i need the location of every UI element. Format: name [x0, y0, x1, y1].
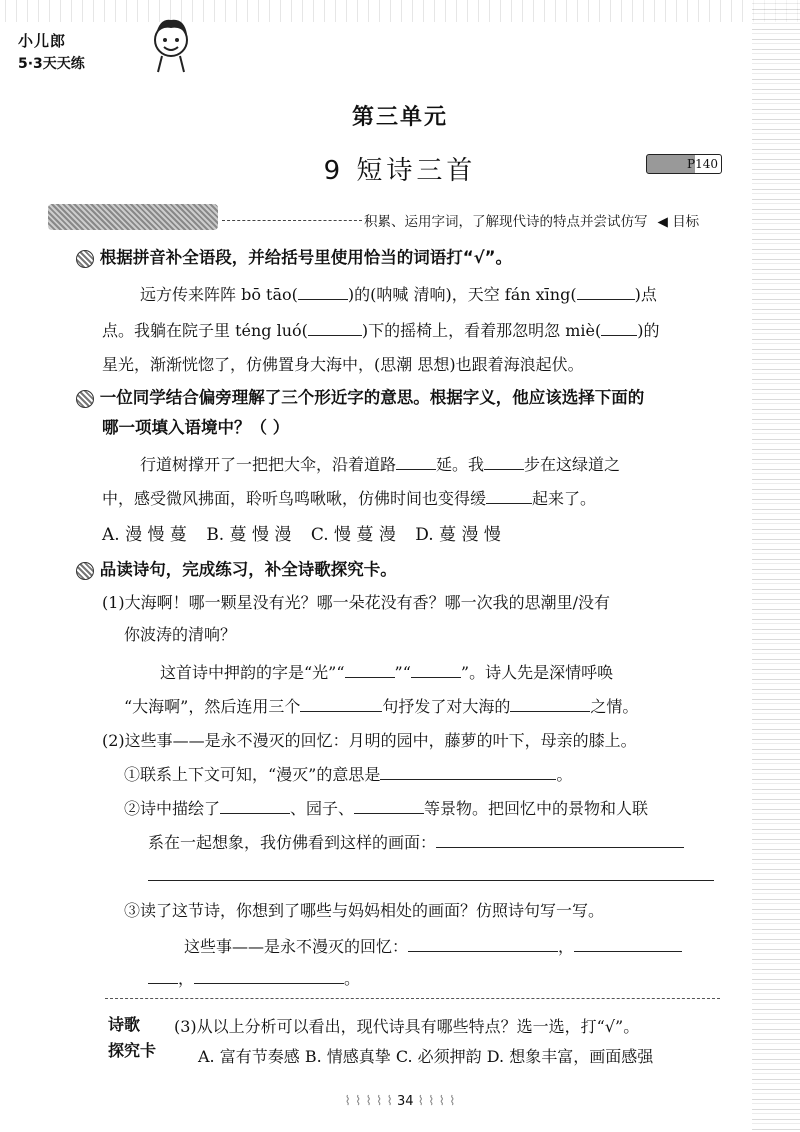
q1-line-3: 星光，渐渐恍惚了，仿佛置身大海中，(思潮 思想)也跟着海浪起伏。: [102, 355, 584, 374]
answer-blank[interactable]: [486, 489, 532, 504]
q3-part2-q1: ①联系上下文可知，“漫灭”的意思是 。: [124, 765, 573, 784]
option-a[interactable]: A. 漫 慢 蔓: [102, 525, 187, 545]
section-tag: [48, 204, 218, 230]
card-options[interactable]: A. 富有节奏感 B. 情感真挚 C. 必须押韵 D. 想象丰富，画面感强: [198, 1047, 654, 1066]
answer-blank[interactable]: [354, 799, 424, 814]
q3-part2-q3-b: ， 。: [148, 966, 360, 989]
answer-blank[interactable]: [220, 799, 290, 814]
page-reference-badge: [646, 154, 722, 174]
answer-blank[interactable]: [577, 285, 635, 300]
answer-blank[interactable]: [298, 285, 348, 300]
question-1-title: 根据拼音补全语段，并给括号里使用恰当的词语打“√”。: [76, 244, 512, 268]
mascot-icon: [150, 16, 192, 74]
lesson-title: 9 短诗三首: [323, 156, 477, 186]
q3-part2-q2-cont: 系在一起想象，我仿佛看到这样的画面：: [148, 830, 684, 853]
answer-blank[interactable]: [601, 321, 637, 336]
goal-text: 积累、运用字词，了解现代诗的特点并尝试仿写: [364, 214, 648, 230]
brand-name: 小儿郎: [18, 32, 67, 50]
q1-line-2: 点。我躺在院子里 téng luó( )下的摇椅上，看着那忽明忽 miè( )的: [102, 321, 660, 340]
answer-blank[interactable]: [396, 455, 436, 470]
answer-blank[interactable]: [574, 937, 682, 952]
question-3-title: 品读诗句，完成练习，补全诗歌探究卡。: [76, 556, 397, 580]
q1-line-1: 远方传来阵阵 bō tāo( )的(呐喊 清响)，天空 fán xīng( )点: [140, 285, 657, 304]
scan-edge-top: [0, 0, 800, 22]
q3-part2-q2: ②诗中描绘了 、园子、 等景物。把回忆中的景物和人联: [124, 799, 649, 818]
unit-title: 第三单元: [351, 105, 448, 130]
q2-line-1: 行道树撑开了一把把大伞，沿着道路 延。我 步在这绿道之: [140, 455, 621, 474]
question-icon: [76, 390, 94, 408]
question-2-title-cont: 哪一项填入语境中？（ ）: [102, 418, 290, 437]
learning-goal: 积累、运用字词，了解现代诗的特点并尝试仿写 ◀ 目标: [364, 214, 700, 230]
q3-part1-q1: 这首诗中押韵的字是“光”“ ”“ ”。诗人先是深情呼唤: [160, 663, 614, 682]
q3-poem-1-line-2: 你波涛的清响？: [124, 625, 237, 644]
card-divider: [105, 998, 720, 999]
card-question: (3)从以上分析可以看出，现代诗具有哪些特点？选一选，打“√”。: [174, 1017, 640, 1036]
q2-line-2: 中，感受微风拂面，聆听鸟鸣啾啾，仿佛时间也变得缓 起来了。: [102, 489, 597, 508]
q3-part2-q3-a: 这些事——是永不漫灭的回忆： ，: [184, 934, 682, 957]
answer-blank[interactable]: [345, 663, 395, 678]
page-footer: ⌇ ⌇ ⌇ ⌇ ⌇ 34 ⌇ ⌇ ⌇ ⌇: [344, 1094, 456, 1109]
page-reference: P140: [687, 157, 718, 171]
poetry-card-label: 诗歌 探究卡: [108, 1015, 157, 1060]
answer-blank[interactable]: [484, 455, 524, 470]
brand-logo: [18, 30, 168, 90]
answer-blank[interactable]: [411, 663, 461, 678]
option-d[interactable]: D. 蔓 漫 慢: [415, 525, 501, 545]
q3-part1-q2: “大海啊”，然后连用三个 句抒发了对大海的 之情。: [124, 697, 639, 716]
answer-blank[interactable]: [436, 833, 684, 848]
answer-blank[interactable]: [194, 969, 344, 984]
answer-blank[interactable]: [148, 969, 178, 984]
answer-line[interactable]: [148, 880, 714, 881]
question-icon: [76, 562, 94, 580]
answer-blank[interactable]: [510, 697, 590, 712]
question-icon: [76, 250, 94, 268]
divider: [222, 220, 362, 221]
option-c[interactable]: C. 慢 蔓 漫: [310, 525, 396, 545]
page-number: 34: [396, 1094, 414, 1109]
option-b[interactable]: B. 蔓 慢 漫: [206, 525, 292, 545]
q3-poem-1-line-1: (1)大海啊！哪一颗星没有光？哪一朵花没有香？哪一次我的思潮里/没有: [102, 593, 611, 612]
q3-part2-q3: ③读了这节诗，你想到了哪些与妈妈相处的画面？仿照诗句写一写。: [124, 901, 605, 920]
goal-label: 目标: [672, 214, 700, 230]
answer-blank[interactable]: [308, 321, 362, 336]
answer-blank[interactable]: [380, 765, 556, 780]
answer-blank[interactable]: [408, 937, 558, 952]
question-2-title: 一位同学结合偏旁理解了三个形近字的意思。根据字义，他应该选择下面的: [76, 384, 644, 408]
q2-options: [102, 520, 501, 545]
brand-series: 5·3天天练: [18, 56, 85, 72]
answer-blank[interactable]: [300, 697, 382, 712]
q3-poem-2-line: (2)这些事——是永不漫灭的回忆：月明的园中，藤萝的叶下，母亲的膝上。: [102, 731, 637, 750]
